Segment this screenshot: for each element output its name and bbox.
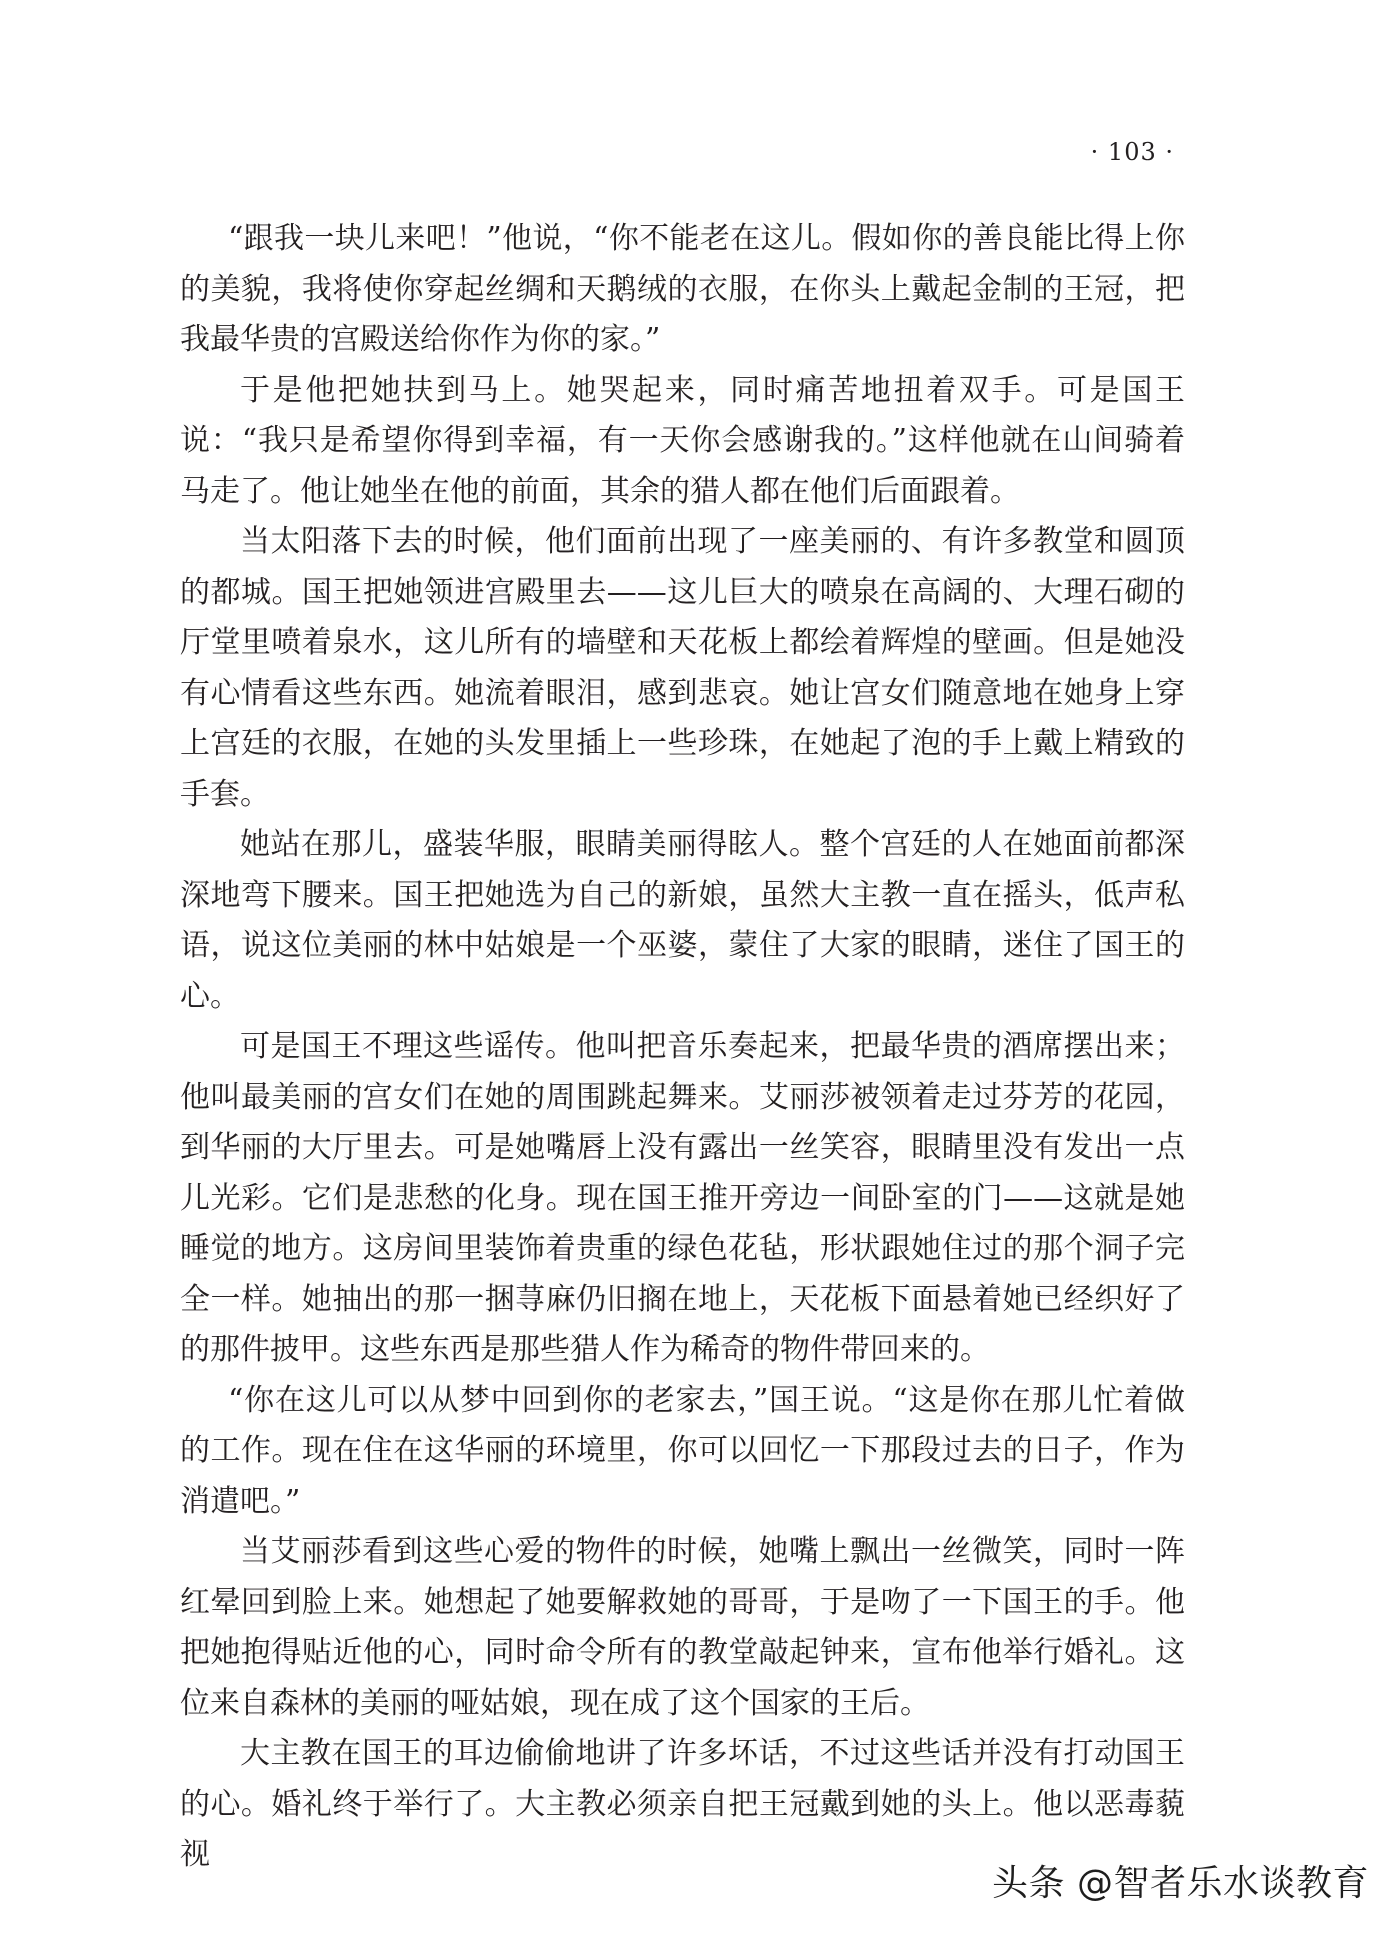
paragraph: “跟我一块儿来吧！”他说，“你不能老在这儿。假如你的善良能比得上你的美貌，我将使你穿起丝绸和天鹅绒的衣服，在你头上戴起金制的王冠，把我最华贵的宫殿送给你作为你的家。” <box>180 221 1185 357</box>
page-number: · 103 · <box>1090 138 1174 166</box>
watermark: 头条 @智者乐水谈教育 <box>992 1863 1369 1904</box>
paragraph: 她站在那儿，盛装华服，眼睛美丽得眩人。整个宫廷的人在她面前都深深地弯下腰来。国王把她选为自己的新娘，虽然大主教一直在摇头，低声私语，说这位美丽的林中姑娘是一个巫婆，蒙住了大家的眼睛，迷住了国王的心。 <box>180 827 1185 1014</box>
paragraph: 于是他把她扶到马上。她哭起来，同时痛苦地扭着双手。可是国王说：“我只是希望你得到幸福，有一天你会感谢我的。”这样他就在山间骑着马走了。他让她坐在他的前面，其余的猎人都在他们后面跟着。 <box>180 372 1185 509</box>
paragraph: 当艾丽莎看到这些心爱的物件的时候，她嘴上飘出一丝微笑，同时一阵红晕回到脸上来。她想起了她要解救她的哥哥，于是吻了一下国王的手。他把她抱得贴近他的心，同时命令所有的教堂敲起钟来，宣布他举行婚礼。这位来自森林的美丽的哑姑娘，现在成了这个国家的王后。 <box>180 1534 1185 1721</box>
paragraph: 可是国王不理这些谣传。他叫把音乐奏起来，把最华贵的酒席摆出来；他叫最美丽的宫女们在她的周围跳起舞来。艾丽莎被领着走过芬芳的花园，到华丽的大厅里去。可是她嘴唇上没有露出一丝笑容，眼睛里没有发出一点儿光彩。它们是悲愁的化身。现在国王推开旁边一间卧室的门——这就是她睡觉的地方。这房间里装饰着贵重的绿色花毡，形状跟她住过的那个洞子完全一样。她抽出的那一捆荨麻仍旧搁在地上，天花板下面悬着她已经织好了的那件披甲。这些东西是那些猎人作为稀奇的物件带回来的。 <box>180 1029 1185 1367</box>
paragraph: 大主教在国王的耳边偷偷地讲了许多坏话，不过这些话并没有打动国王的心。婚礼终于举行了。大主教必须亲自把王冠戴到她的头上。他以恶毒藐视 <box>180 1736 1185 1872</box>
paragraph: “你在这儿可以从梦中回到你的老家去，”国王说。“这是你在那儿忙着做的工作。现在住在这华丽的环境里，你可以回忆一下那段过去的日子，作为消遣吧。” <box>180 1382 1185 1519</box>
body-text <box>180 214 1185 1881</box>
paragraph: 当太阳落下去的时候，他们面前出现了一座美丽的、有许多教堂和圆顶的都城。国王把她领进宫殿里去——这儿巨大的喷泉在高阔的、大理石砌的厅堂里喷着泉水，这儿所有的墙壁和天花板上都绘着辉煌的壁画。但是她没有心情看这些东西。她流着眼泪，感到悲哀。她让宫女们随意地在她身上穿上宫廷的衣服，在她的头发里插上一些珍珠，在她起了泡的手上戴上精致的手套。 <box>180 524 1185 812</box>
